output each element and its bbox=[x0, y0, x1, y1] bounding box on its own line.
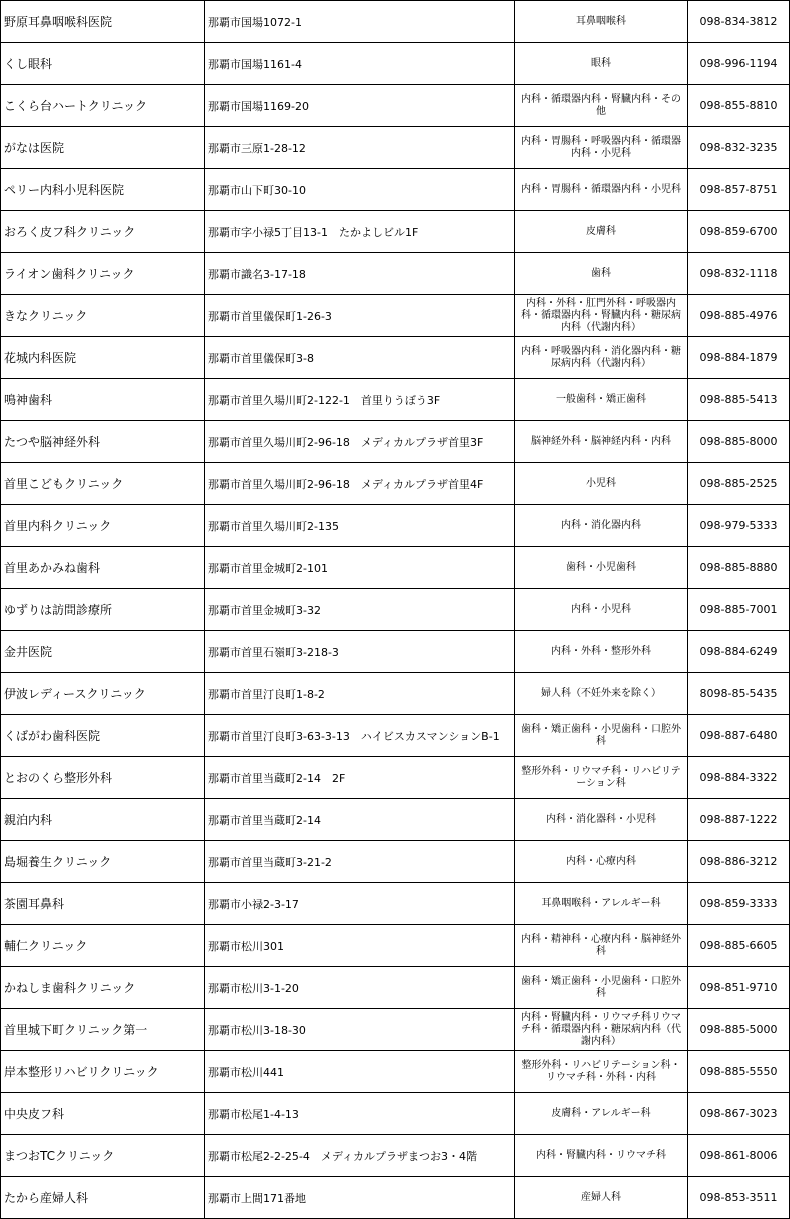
clinic-address-cell: 那覇市首里石嶺町3-218-3 bbox=[205, 631, 515, 673]
clinic-address-cell: 那覇市国場1169-20 bbox=[205, 85, 515, 127]
clinic-address-cell: 那覇市国場1161-4 bbox=[205, 43, 515, 85]
clinic-name-cell: 首里こどもクリニック bbox=[1, 463, 205, 505]
clinic-department-cell: 皮膚科・アレルギー科 bbox=[515, 1093, 688, 1135]
clinic-department-cell: 内科・腎臓内科・リウマチ科リウマチ科・循環器内科・糖尿病内科（代謝内科） bbox=[515, 1009, 688, 1051]
clinic-department-cell: 内科・循環器内科・腎臓内科・その他 bbox=[515, 85, 688, 127]
clinic-name-cell: がなは医院 bbox=[1, 127, 205, 169]
table-row bbox=[1, 673, 790, 715]
clinic-address-cell: 那覇市首里久場川町2-122-1 首里りうぼう3F bbox=[205, 379, 515, 421]
clinic-phone-cell: 098-859-3333 bbox=[688, 883, 790, 925]
table-row bbox=[1, 799, 790, 841]
clinic-phone-cell: 098-885-4976 bbox=[688, 295, 790, 337]
table-row bbox=[1, 463, 790, 505]
clinic-name-cell: かねしま歯科クリニック bbox=[1, 967, 205, 1009]
table-row bbox=[1, 631, 790, 673]
clinic-phone-cell: 098-996-1194 bbox=[688, 43, 790, 85]
clinic-department-cell: 内科・精神科・心療内科・脳神経外科 bbox=[515, 925, 688, 967]
clinic-address-cell: 那覇市松尾2-2-25-4 メディカルプラザまつお3・4階 bbox=[205, 1135, 515, 1177]
clinic-department-cell: 耳鼻咽喉科 bbox=[515, 1, 688, 43]
clinic-department-cell: 内科・外科・整形外科 bbox=[515, 631, 688, 673]
clinic-phone-cell: 098-885-6605 bbox=[688, 925, 790, 967]
clinic-name-cell: 金井医院 bbox=[1, 631, 205, 673]
clinic-name-cell: 野原耳鼻咽喉科医院 bbox=[1, 1, 205, 43]
clinic-address-cell: 那覇市小禄2-3-17 bbox=[205, 883, 515, 925]
clinic-phone-cell: 098-886-3212 bbox=[688, 841, 790, 883]
table-row bbox=[1, 1051, 790, 1093]
clinic-address-cell: 那覇市松川3-1-20 bbox=[205, 967, 515, 1009]
table-row bbox=[1, 715, 790, 757]
clinic-address-cell: 那覇市松川3-18-30 bbox=[205, 1009, 515, 1051]
clinic-address-cell: 那覇市首里当蔵町2-14 bbox=[205, 799, 515, 841]
clinic-name-cell: くばがわ歯科医院 bbox=[1, 715, 205, 757]
table-row bbox=[1, 379, 790, 421]
clinic-phone-cell: 8098-85-5435 bbox=[688, 673, 790, 715]
table-row bbox=[1, 1177, 790, 1219]
clinic-address-cell: 那覇市松尾1-4-13 bbox=[205, 1093, 515, 1135]
clinic-address-cell: 那覇市首里金城町2-101 bbox=[205, 547, 515, 589]
clinic-department-cell: 内科・小児科 bbox=[515, 589, 688, 631]
table-row bbox=[1, 211, 790, 253]
clinic-phone-cell: 098-885-7001 bbox=[688, 589, 790, 631]
table-row bbox=[1, 925, 790, 967]
clinic-phone-cell: 098-885-5000 bbox=[688, 1009, 790, 1051]
table-row bbox=[1, 127, 790, 169]
clinic-department-cell: 内科・外科・肛門外科・呼吸器内科・循環器内科・腎臓内科・糖尿病内科（代謝内科） bbox=[515, 295, 688, 337]
clinic-address-cell: 那覇市国場1072-1 bbox=[205, 1, 515, 43]
clinic-address-cell: 那覇市首里儀保町1-26-3 bbox=[205, 295, 515, 337]
table-row bbox=[1, 1135, 790, 1177]
table-row bbox=[1, 295, 790, 337]
clinic-department-cell: 整形外科・リウマチ科・リハビリテーション科 bbox=[515, 757, 688, 799]
table-row bbox=[1, 883, 790, 925]
clinic-phone-cell: 098-885-2525 bbox=[688, 463, 790, 505]
clinic-name-cell: 中央皮フ科 bbox=[1, 1093, 205, 1135]
clinic-department-cell: 内科・胃腸科・呼吸器内科・循環器内科・小児科 bbox=[515, 127, 688, 169]
table-row bbox=[1, 505, 790, 547]
clinic-address-cell: 那覇市上間171番地 bbox=[205, 1177, 515, 1219]
table-row bbox=[1, 169, 790, 211]
clinic-name-cell: くし眼科 bbox=[1, 43, 205, 85]
table-row bbox=[1, 967, 790, 1009]
table-row bbox=[1, 253, 790, 295]
clinic-department-cell: 歯科 bbox=[515, 253, 688, 295]
clinic-name-cell: 岸本整形リハビリクリニック bbox=[1, 1051, 205, 1093]
table-row bbox=[1, 841, 790, 883]
clinic-name-cell: 首里あかみね歯科 bbox=[1, 547, 205, 589]
clinic-name-cell: 輔仁クリニック bbox=[1, 925, 205, 967]
clinic-phone-cell: 098-861-8006 bbox=[688, 1135, 790, 1177]
clinic-name-cell: 伊波レディースクリニック bbox=[1, 673, 205, 715]
table-row bbox=[1, 757, 790, 799]
clinic-address-cell: 那覇市首里汀良町3-63-3-13 ハイビスカスマンションB-1 bbox=[205, 715, 515, 757]
clinic-table-body bbox=[1, 1, 790, 1219]
clinic-address-cell: 那覇市松川441 bbox=[205, 1051, 515, 1093]
clinic-name-cell: たつや脳神経外科 bbox=[1, 421, 205, 463]
clinic-phone-cell: 098-855-8810 bbox=[688, 85, 790, 127]
clinic-name-cell: 首里内科クリニック bbox=[1, 505, 205, 547]
clinic-department-cell: 内科・消化器内科 bbox=[515, 505, 688, 547]
clinic-department-cell: 脳神経外科・脳神経内科・内科 bbox=[515, 421, 688, 463]
clinic-name-cell: おろく皮フ科クリニック bbox=[1, 211, 205, 253]
clinic-name-cell: 島堀養生クリニック bbox=[1, 841, 205, 883]
table-row bbox=[1, 85, 790, 127]
clinic-name-cell: とおのくら整形外科 bbox=[1, 757, 205, 799]
clinic-phone-cell: 098-834-3812 bbox=[688, 1, 790, 43]
clinic-address-cell: 那覇市首里当蔵町2-14 2F bbox=[205, 757, 515, 799]
clinic-name-cell: たから産婦人科 bbox=[1, 1177, 205, 1219]
clinic-name-cell: 首里城下町クリニック第一 bbox=[1, 1009, 205, 1051]
clinic-department-cell: 内科・心療内科 bbox=[515, 841, 688, 883]
clinic-phone-cell: 098-885-8000 bbox=[688, 421, 790, 463]
clinic-address-cell: 那覇市首里久場川町2-135 bbox=[205, 505, 515, 547]
clinic-phone-cell: 098-887-1222 bbox=[688, 799, 790, 841]
clinic-phone-cell: 098-832-3235 bbox=[688, 127, 790, 169]
clinic-name-cell: 花城内科医院 bbox=[1, 337, 205, 379]
clinic-department-cell: 歯科・矯正歯科・小児歯科・口腔外科 bbox=[515, 967, 688, 1009]
clinic-department-cell: 内科・腎臓内科・リウマチ科 bbox=[515, 1135, 688, 1177]
clinic-department-cell: 内科・呼吸器内科・消化器内科・糖尿病内科（代謝内科） bbox=[515, 337, 688, 379]
clinic-phone-cell: 098-884-1879 bbox=[688, 337, 790, 379]
table-row bbox=[1, 1009, 790, 1051]
clinic-address-cell: 那覇市字小禄5丁目13-1 たかよしビル1F bbox=[205, 211, 515, 253]
clinic-department-cell: 眼科 bbox=[515, 43, 688, 85]
clinic-department-cell: 内科・消化器科・小児科 bbox=[515, 799, 688, 841]
clinic-address-cell: 那覇市首里久場川町2-96-18 メディカルプラザ首里4F bbox=[205, 463, 515, 505]
clinic-department-cell: 歯科・矯正歯科・小児歯科・口腔外科 bbox=[515, 715, 688, 757]
clinic-department-cell: 産婦人科 bbox=[515, 1177, 688, 1219]
clinic-address-cell: 那覇市首里当蔵町3-21-2 bbox=[205, 841, 515, 883]
clinic-name-cell: ライオン歯科クリニック bbox=[1, 253, 205, 295]
clinic-address-cell: 那覇市首里金城町3-32 bbox=[205, 589, 515, 631]
clinic-phone-cell: 098-885-8880 bbox=[688, 547, 790, 589]
clinic-name-cell: こくら台ハートクリニック bbox=[1, 85, 205, 127]
clinic-address-cell: 那覇市識名3-17-18 bbox=[205, 253, 515, 295]
clinic-phone-cell: 098-884-6249 bbox=[688, 631, 790, 673]
clinic-address-cell: 那覇市三原1-28-12 bbox=[205, 127, 515, 169]
clinic-phone-cell: 098-851-9710 bbox=[688, 967, 790, 1009]
table-row bbox=[1, 337, 790, 379]
clinic-department-cell: 耳鼻咽喉科・アレルギー科 bbox=[515, 883, 688, 925]
clinic-address-cell: 那覇市山下町30-10 bbox=[205, 169, 515, 211]
clinic-phone-cell: 098-979-5333 bbox=[688, 505, 790, 547]
clinic-name-cell: ペリー内科小児科医院 bbox=[1, 169, 205, 211]
clinic-phone-cell: 098-853-3511 bbox=[688, 1177, 790, 1219]
clinic-department-cell: 歯科・小児歯科 bbox=[515, 547, 688, 589]
clinic-phone-cell: 098-885-5413 bbox=[688, 379, 790, 421]
clinic-department-cell: 内科・胃腸科・循環器内科・小児科 bbox=[515, 169, 688, 211]
clinic-phone-cell: 098-887-6480 bbox=[688, 715, 790, 757]
clinic-department-cell: 婦人科（不妊外来を除く） bbox=[515, 673, 688, 715]
table-row bbox=[1, 547, 790, 589]
clinic-phone-cell: 098-859-6700 bbox=[688, 211, 790, 253]
clinic-address-cell: 那覇市首里久場川町2-96-18 メディカルプラザ首里3F bbox=[205, 421, 515, 463]
clinic-phone-cell: 098-884-3322 bbox=[688, 757, 790, 799]
clinic-address-cell: 那覇市首里儀保町3-8 bbox=[205, 337, 515, 379]
clinic-address-cell: 那覇市首里汀良町1-8-2 bbox=[205, 673, 515, 715]
clinic-name-cell: 鳴神歯科 bbox=[1, 379, 205, 421]
clinic-phone-cell: 098-832-1118 bbox=[688, 253, 790, 295]
clinic-name-cell: まつおTCクリニック bbox=[1, 1135, 205, 1177]
clinic-name-cell: きなクリニック bbox=[1, 295, 205, 337]
clinic-department-cell: 一般歯科・矯正歯科 bbox=[515, 379, 688, 421]
clinic-phone-cell: 098-867-3023 bbox=[688, 1093, 790, 1135]
table-row bbox=[1, 1093, 790, 1135]
table-row bbox=[1, 421, 790, 463]
clinic-name-cell: 茶園耳鼻科 bbox=[1, 883, 205, 925]
clinic-name-cell: ゆずりは訪問診療所 bbox=[1, 589, 205, 631]
clinic-name-cell: 親泊内科 bbox=[1, 799, 205, 841]
table-row bbox=[1, 589, 790, 631]
clinic-phone-cell: 098-857-8751 bbox=[688, 169, 790, 211]
clinic-department-cell: 皮膚科 bbox=[515, 211, 688, 253]
clinic-address-cell: 那覇市松川301 bbox=[205, 925, 515, 967]
clinic-department-cell: 小児科 bbox=[515, 463, 688, 505]
clinic-phone-cell: 098-885-5550 bbox=[688, 1051, 790, 1093]
clinic-department-cell: 整形外科・リハビリテーション科・リウマチ科・外科・内科 bbox=[515, 1051, 688, 1093]
table-row bbox=[1, 1, 790, 43]
table-row bbox=[1, 43, 790, 85]
